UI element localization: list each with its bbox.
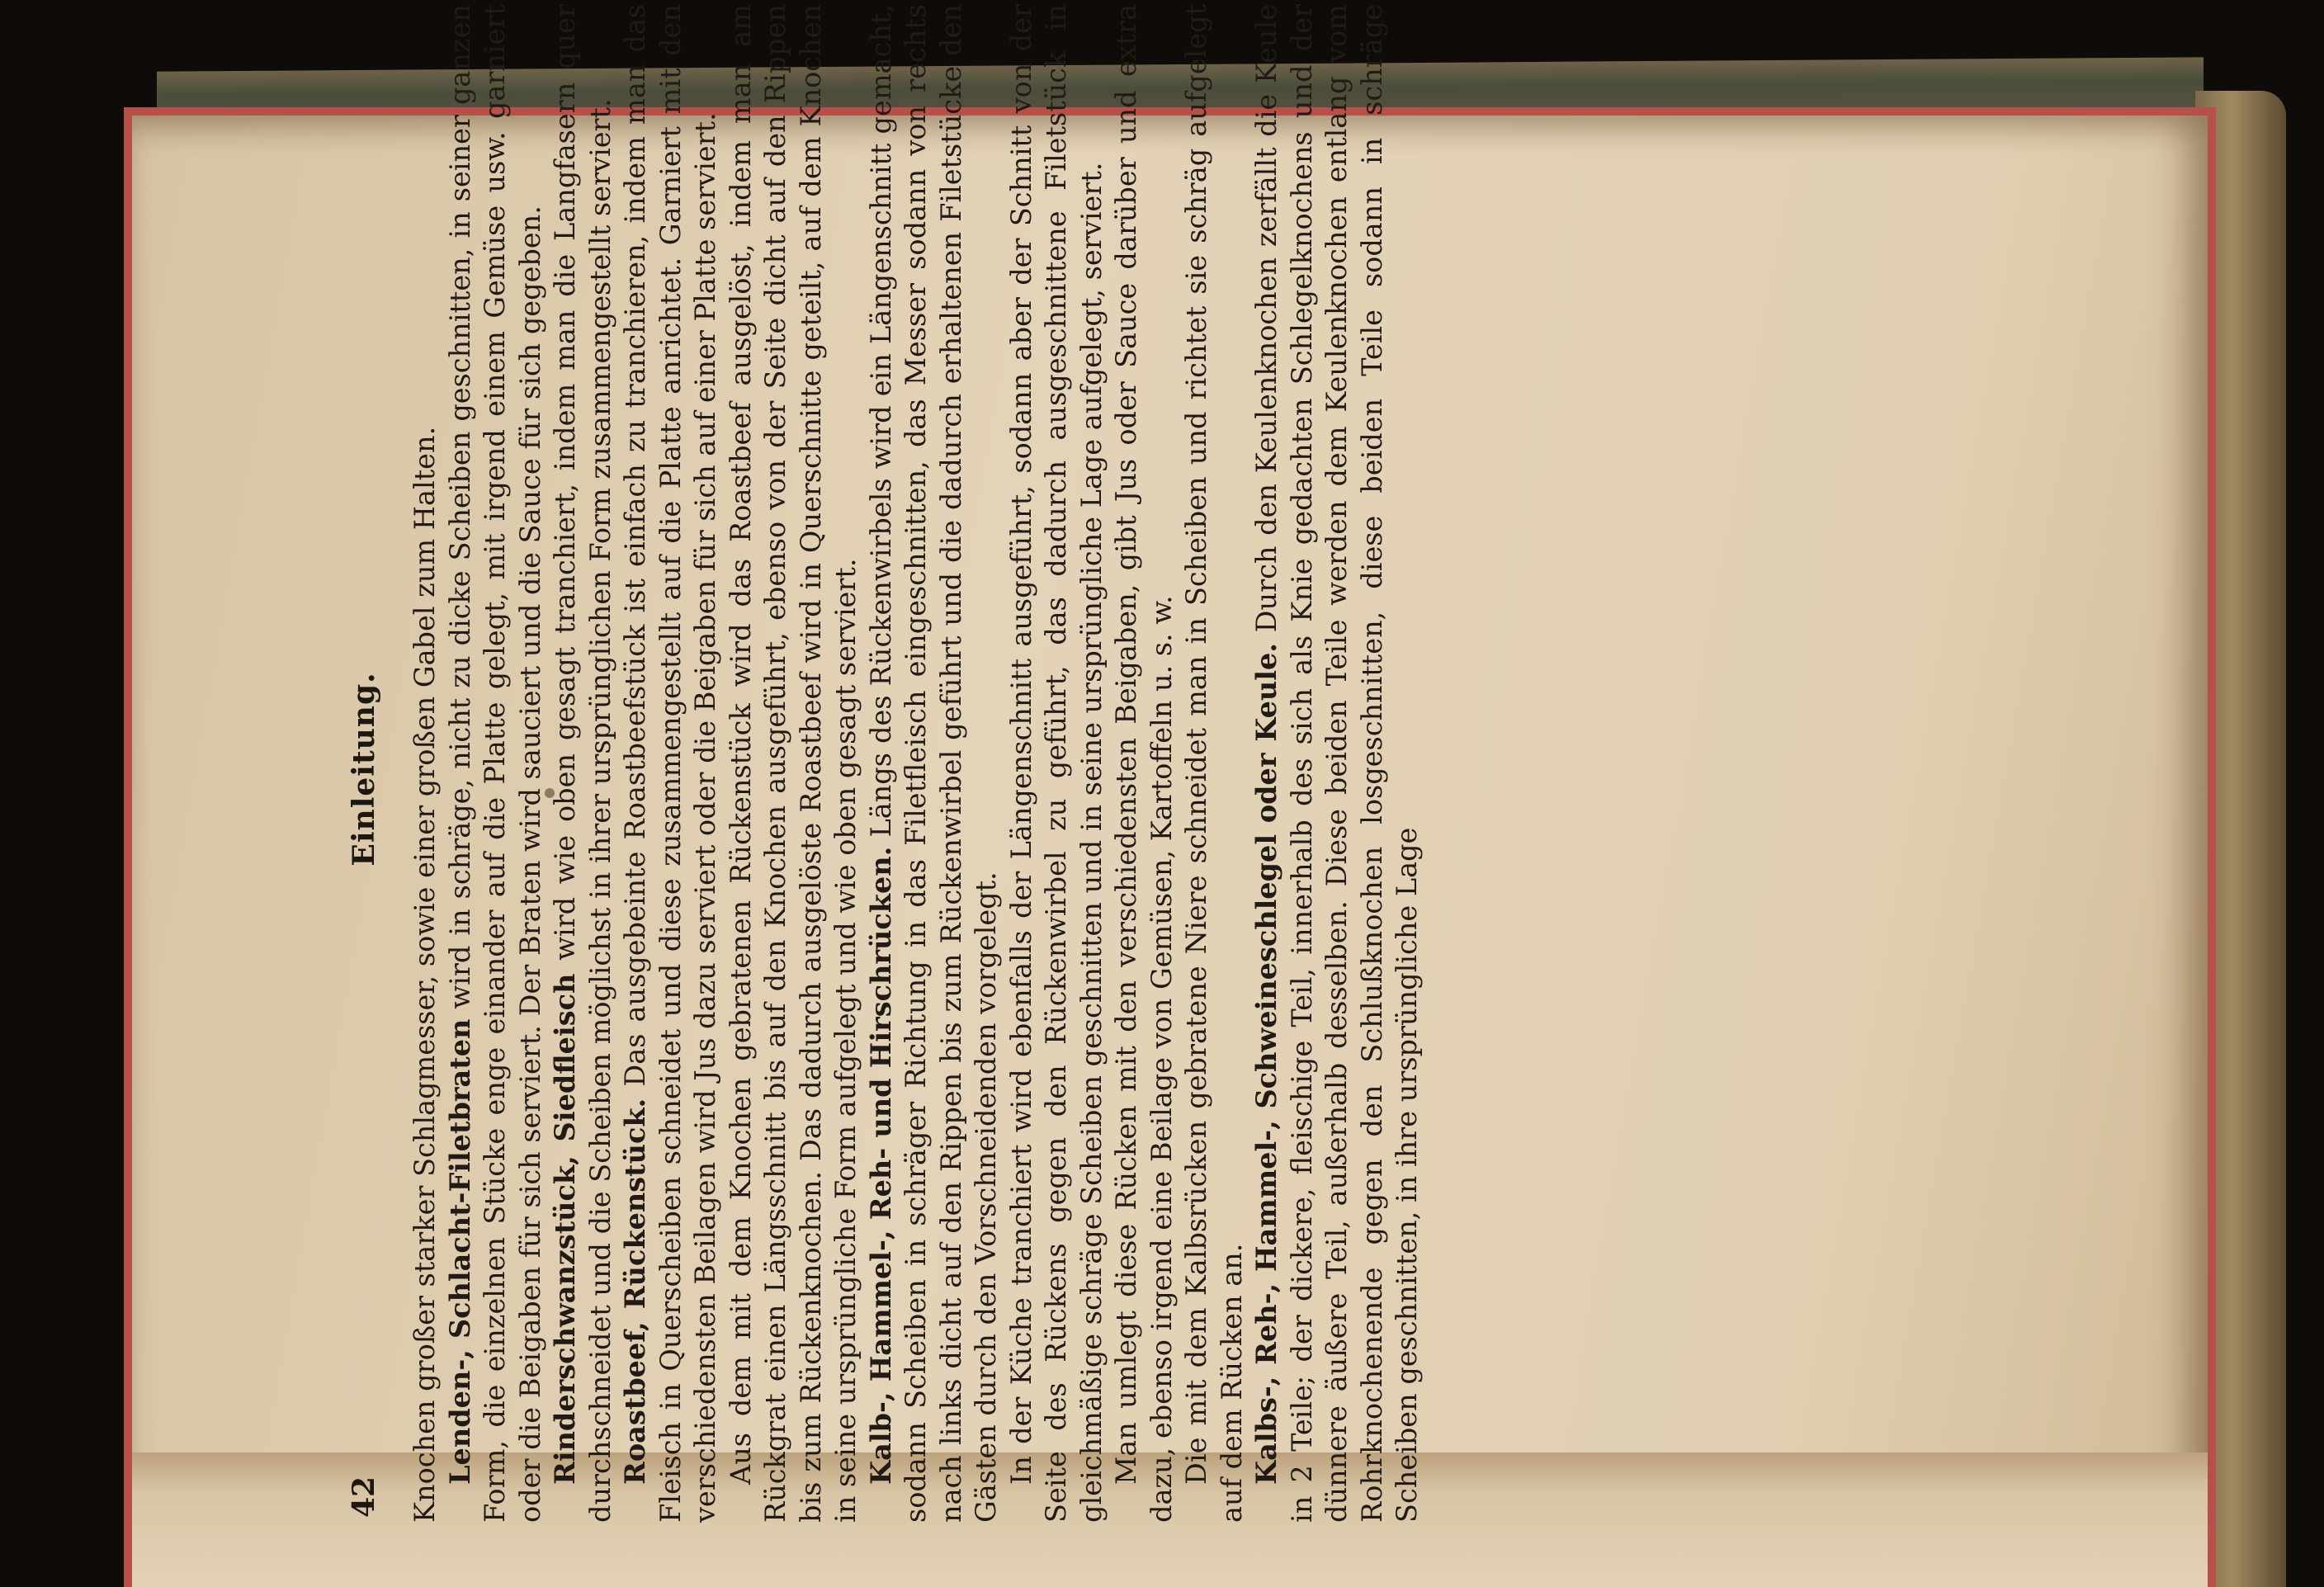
paragraph: Kalbs-, Reh-, Hammel-, Schweineschlegel oder Keule. Durch den Keulenknochen zerfällt die Keule in 2 Teile; der dickere, fleischige Teil, innerhalb des sich als Knie gedachten Schlegelknochens und der dünnere äußere Teil, außerhalb desselben. Diese beiden Teile werden dem Keulenknochen entlang vom Rohrknochenende gegen den Schlußknochen losgeschnitten, diese beiden Teile sodann in schräge Scheiben geschnitten, in ihre ursprüngliche Lage [1250, 3, 1423, 1523]
paragraph-lead: Rinderschwanzstück, Siedfleisch [549, 973, 581, 1485]
running-head [347, 4, 381, 1523]
paragraph-lead: Roastbeef, Rückenstück. [619, 1098, 651, 1485]
paragraph: In der Küche tranchiert wird ebenfalls der Längenschnitt ausgeführt, sodann aber der Schnitt von der Seite des Rückens gegen den Rückenwirbel zu geführt, das dadurch ausgeschnittene Filetstück in gleichmäßige schräge Scheiben geschnitten und in seine ursprüngliche Lage aufgelegt, serviert. [1004, 4, 1108, 1523]
paragraph: Knochen großer starker Schlagmesser, sowie einer großen Gabel zum Halten. [409, 426, 441, 1523]
paragraph-lead: Kalb-, Hammel-, Reh- und Hirschrücken. [864, 846, 897, 1485]
chapter-title: Einleitung. [347, 672, 381, 867]
paragraph: Rinderschwanzstück, Siedfleisch wird wie oben gesagt tranchiert, indem man die Langfasern quer durchschneidet und die Scheiben möglichst in ihrer ursprünglichen Form zusammengestellt serviert. [549, 4, 616, 1523]
page-number: 42 [347, 1476, 381, 1518]
body-text [408, 4, 1425, 1523]
paragraph-lead: Kalbs-, Reh-, Hammel-, Schweineschlegel oder Keule. [1250, 643, 1282, 1485]
paragraph: Aus dem mit dem Knochen gebratenen Rückenstück wird das Roastbeef ausgelöst, indem man am Rückgrat einen Längsschnitt bis auf den Knochen ausgeführt, ebenso von der Seite dicht auf den Rippen bis zum Rückenknochen. Das dadurch ausgelöste Roastbeef wird in Querschnitte geteilt, auf dem Knochen in seine ursprüngliche Form aufgelegt und wie oben gesagt serviert. [724, 4, 862, 1523]
paragraph: Roastbeef, Rückenstück. Das ausgebeinte Roastbeefstück ist einfach zu tranchieren, indem man das Fleisch in Querscheiben schneidet und diese zusammengestellt auf die Platte anrichtet. Garniert mit den verschiedensten Beilagen wird Jus dazu serviert oder die Beigaben für sich auf einer Platte serviert. [619, 3, 721, 1523]
paragraph: Lenden-, Schlacht-Filetbraten wird in schräge, nicht zu dicke Scheiben geschnitten, in seiner ganzen Form, die einzelnen Stücke enge einander auf die Platte gelegt, mit irgend einem Gemüse usw. garniert oder die Beigaben für sich serviert. Der Braten wird sauciert und die Sauce für sich gegeben. [443, 4, 546, 1523]
paragraph: Die mit dem Kalbsrücken gebratene Niere schneidet man in Scheiben und richtet sie schräg aufgelegt auf dem Rücken an. [1180, 4, 1248, 1523]
rotated-text-block [347, 3, 1423, 1523]
paragraph: Kalb-, Hammel-, Reh- und Hirschrücken. Längs des Rückenwirbels wird ein Längenschnitt gemacht, sodann Scheiben in schräger Richtung in das Filetfleisch eingeschnitten, das Messer sodann von rechts nach links dicht auf den Rippen bis zum Rückenwirbel geführt und die dadurch erhaltenen Filetstücke den Gästen durch den Vorschneidenden vorgelegt. [864, 3, 1002, 1523]
paragraph: Man umlegt diese Rücken mit den verschiedensten Beigaben, gibt Jus oder Sauce darüber und extra dazu, ebenso irgend eine Beilage von Gemüsen, Kartoffeln u. s. w. [1110, 4, 1178, 1523]
paragraph-lead: Lenden-, Schlacht-Filetbraten [443, 1018, 476, 1485]
